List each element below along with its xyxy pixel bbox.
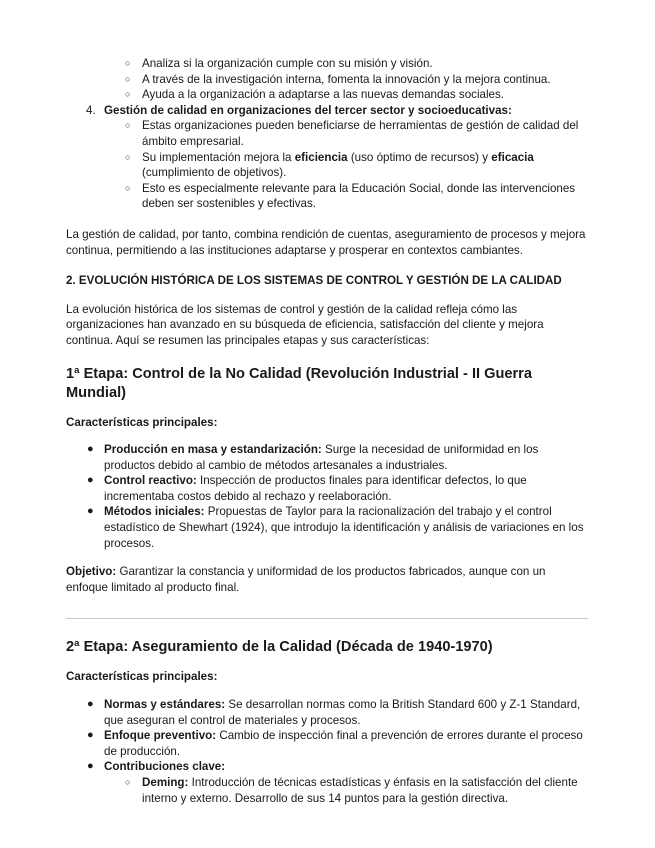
- list-item: ○ Ayuda a la organización a adaptarse a las nuevas demandas sociales.: [125, 88, 505, 102]
- list-item: ○ Analiza si la organización cumple con su misión y visión.: [125, 57, 433, 70]
- disc-bullet-icon: ●: [87, 505, 94, 518]
- list-item: ● Producción en masa y estandarización: Surge la necesidad de uniformidad en los productos debido al cambio de métodos artesanales a industriales.: [87, 443, 539, 472]
- stage2-bullets: [66, 697, 590, 806]
- list-item: ○ A través de la investigación interna, fomenta la innovación y la mejora continua.: [125, 72, 551, 86]
- list-number: 4.: [86, 103, 96, 117]
- disc-bullet-icon: ●: [87, 729, 94, 742]
- top-sublist: [66, 56, 590, 103]
- list-item: ● Enfoque preventivo: Cambio de inspección final a prevención de errores durante el proceso de producción.: [87, 729, 583, 758]
- circle-bullet-icon: ○: [125, 89, 131, 100]
- circle-bullet-icon: ○: [125, 151, 131, 162]
- list-item: ○ Su implementación mejora la eficiencia (uso óptimo de recursos) y eficacia (cumplimiento de objetivos).: [125, 150, 534, 180]
- list-item: ○ Estas organizaciones pueden beneficiarse de herramientas de gestión de calidad del ámbito empresarial.: [125, 119, 579, 148]
- circle-bullet-icon: ○: [125, 120, 131, 131]
- disc-bullet-icon: ●: [87, 760, 94, 773]
- stage1-heading: 1ª Etapa: Control de la No Calidad (Revolución Industrial - II Guerra Mundial): [66, 365, 532, 401]
- summary-paragraph: La gestión de calidad, por tanto, combina rendición de cuentas, aseguramiento de procesos y mejora continua, permitiendo a las instituciones adaptarse y prosperar en contextos cambiantes.: [66, 227, 586, 257]
- stage2-characteristics-label: Características principales:: [66, 670, 218, 684]
- circle-bullet-icon: ○: [125, 73, 131, 84]
- circle-bullet-icon: ○: [125, 58, 131, 68]
- stage1-bullets: [66, 442, 590, 551]
- stage2-heading: 2ª Etapa: Aseguramiento de la Calidad (Década de 1940-1970): [66, 639, 493, 656]
- document-page: [66, 56, 590, 806]
- list-item: ○ Deming: Introducción de técnicas estadísticas y énfasis en la satisfacción del cliente interno y externo. Desarrollo de sus 14 puntos para la gestión directiva.: [125, 776, 578, 805]
- list-item: ● Métodos iniciales: Propuestas de Taylor para la racionalización del trabajo y el control estadístico de Shewhart (1924), que introdujo la identificación y análisis de variaciones en los procesos.: [87, 505, 584, 550]
- stage1-characteristics-label: Características principales:: [66, 415, 218, 429]
- list-item: ● Contribuciones clave: ○ Deming: Introducción de técnicas estadísticas y énfasis en la satisfacción del cliente interno y externo. Desarrollo de sus 14 puntos para la gestión directiva.: [104, 759, 590, 806]
- item-title: Gestión de calidad en organizaciones del tercer sector y socioeducativas:: [104, 103, 512, 117]
- section-divider: [66, 618, 588, 619]
- list-item-4: [86, 103, 590, 212]
- list-item: ● Normas y estándares: Se desarrollan normas como la British Standard 600 y Z-1 Standard, que aseguran el control de materiales y procesos.: [87, 698, 581, 727]
- disc-bullet-icon: ●: [87, 443, 94, 456]
- disc-bullet-icon: ●: [87, 698, 94, 711]
- item4-sublist: [104, 118, 590, 212]
- list-item: ● Control reactivo: Inspección de productos finales para identificar defectos, lo que incrementaba costos debido al rechazo y reelaboración.: [87, 474, 527, 503]
- contributions-sublist: [104, 775, 590, 806]
- list-item: ○ Esto es especialmente relevante para la Educación Social, donde las intervenciones deben ser sostenibles y efectivas.: [125, 181, 576, 211]
- intro-paragraph: La evolución histórica de los sistemas de control y gestión de la calidad refleja cómo las organizaciones han avanzado en su búsqueda de eficiencia, satisfacción del cliente y mejora continua. Aquí se resumen las principales etapas y sus características:: [66, 302, 544, 347]
- stage1-objective: Objetivo: Garantizar la constancia y uniformidad de los productos fabricados, aunque con un enfoque limitado al producto final.: [66, 565, 546, 594]
- circle-bullet-icon: ○: [125, 777, 131, 787]
- numbered-list: [66, 103, 590, 212]
- section-heading: 2. EVOLUCIÓN HISTÓRICA DE LOS SISTEMAS DE CONTROL Y GESTIÓN DE LA CALIDAD: [66, 274, 562, 288]
- circle-bullet-icon: ○: [125, 182, 131, 193]
- disc-bullet-icon: ●: [87, 474, 94, 487]
